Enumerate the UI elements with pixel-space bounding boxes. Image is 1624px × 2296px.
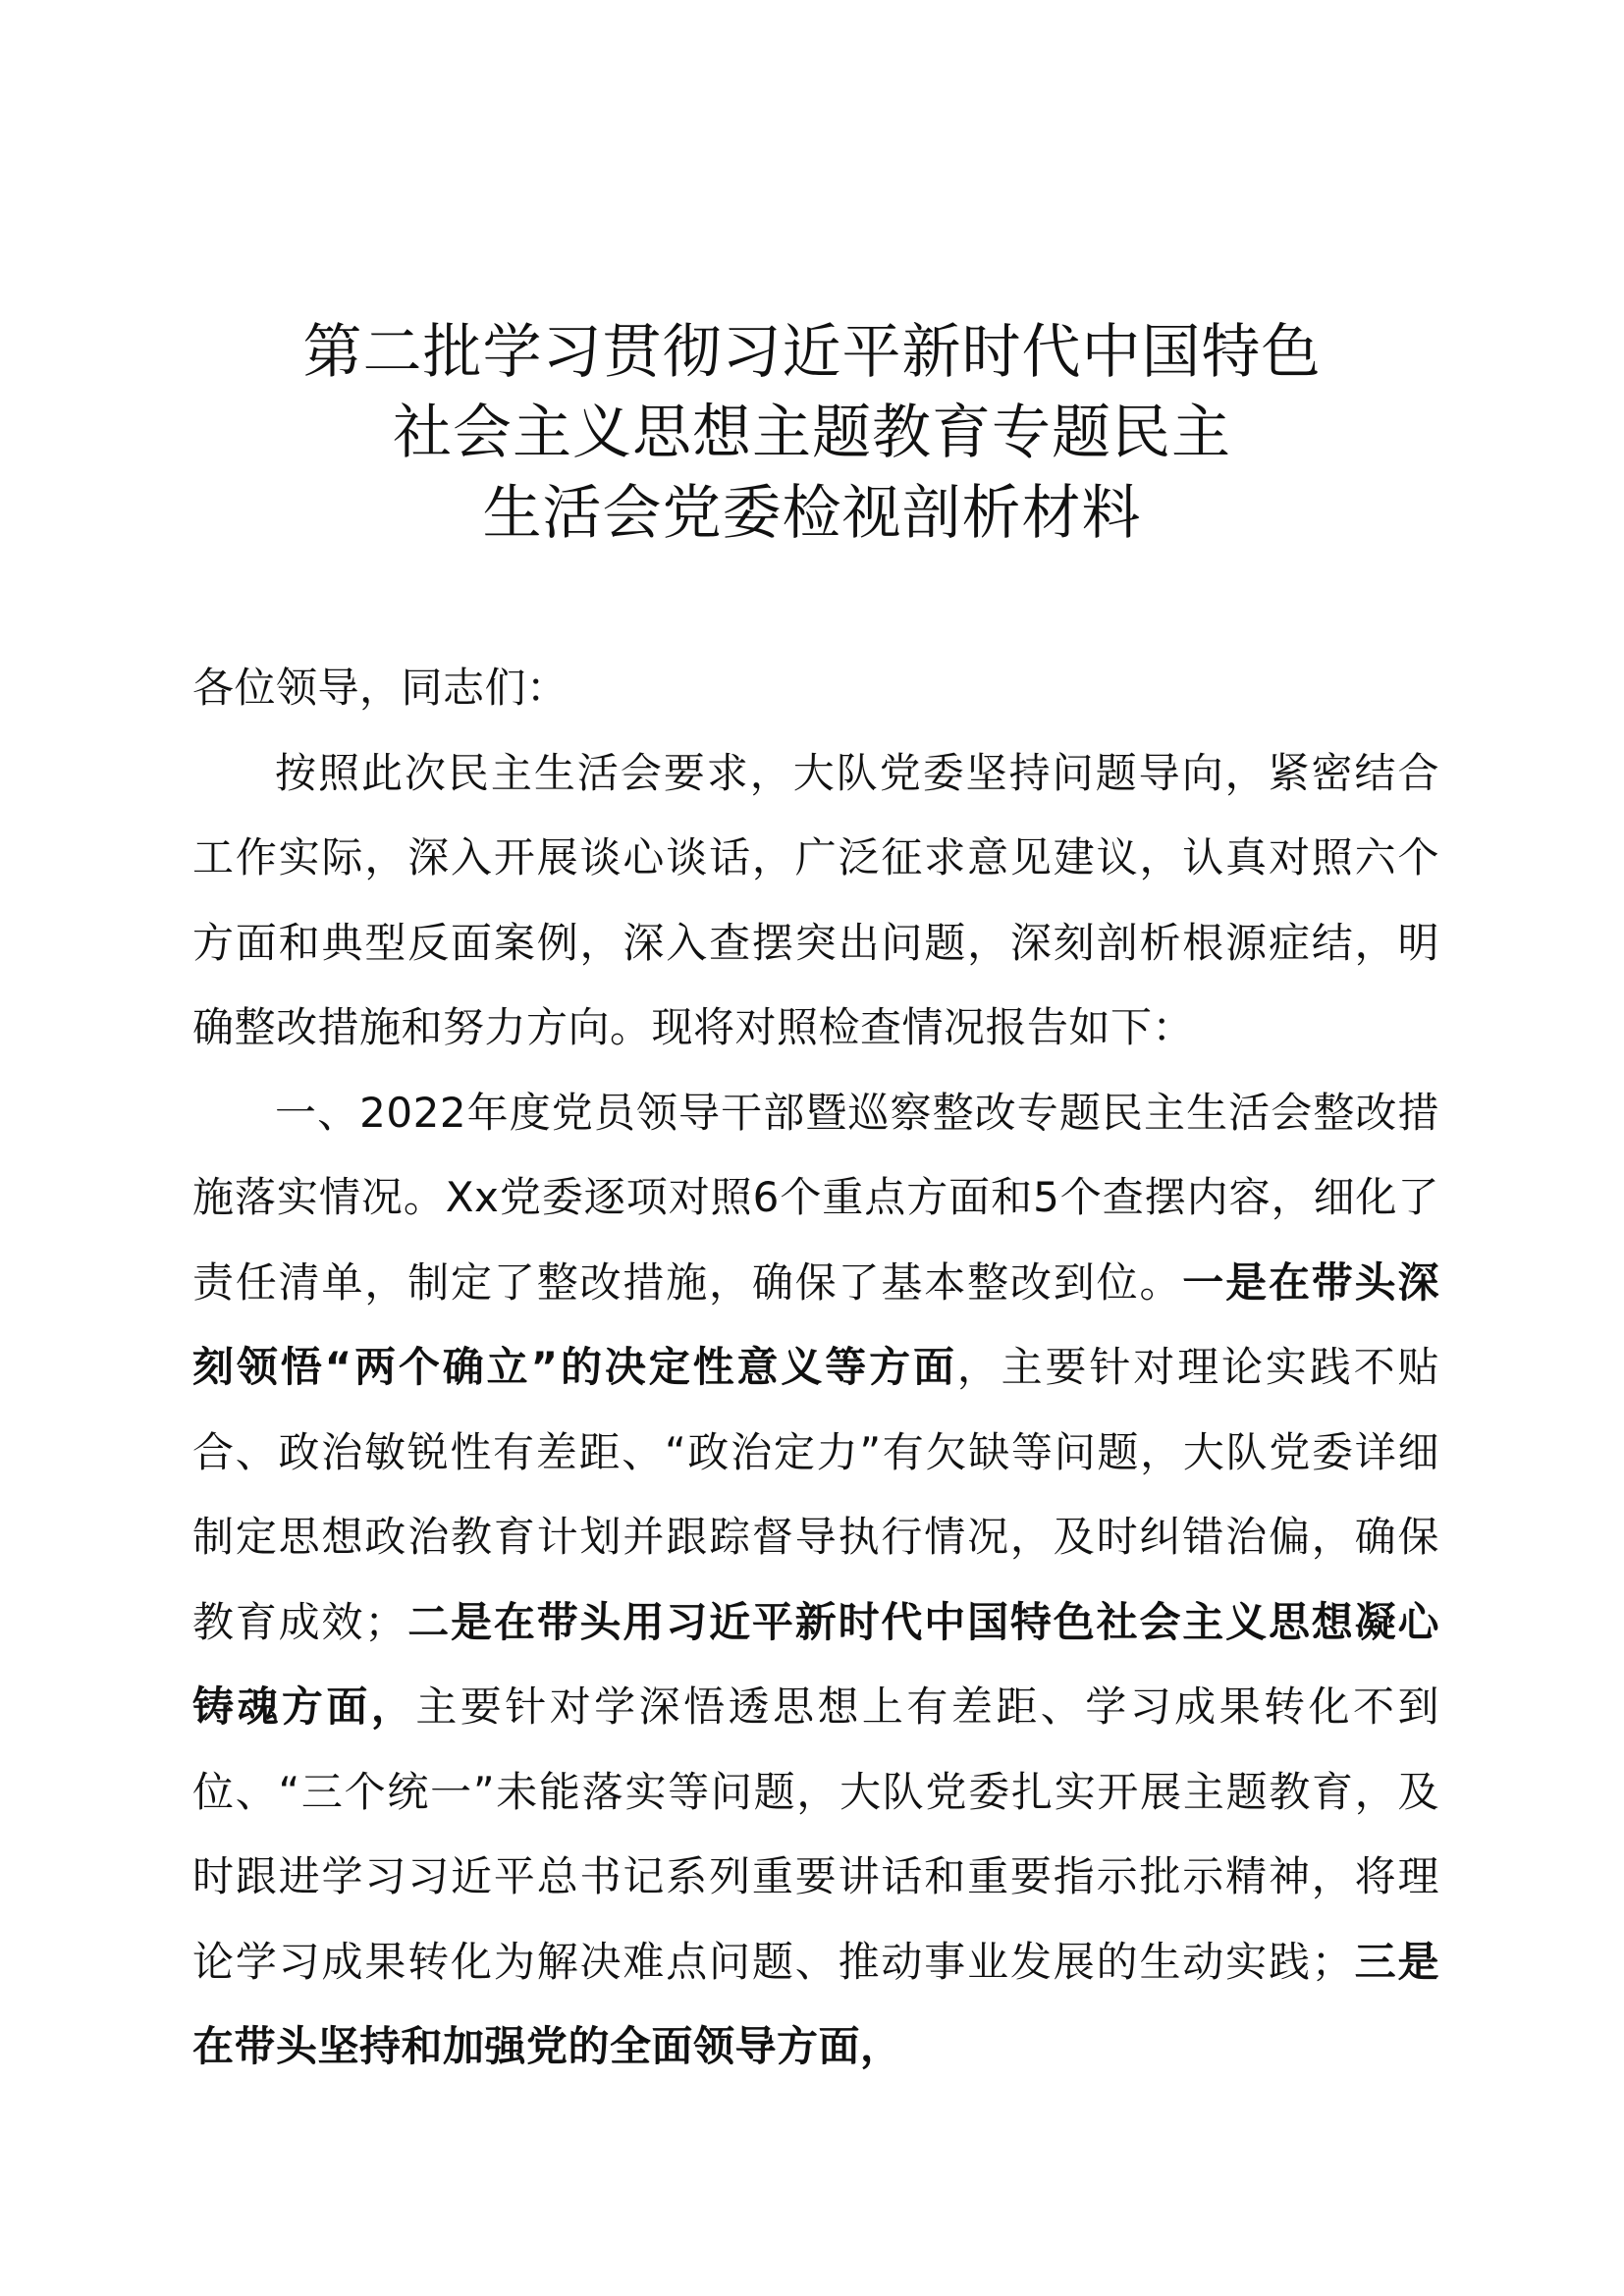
intro-paragraph: 按照此次民主生活会要求，大队党委坚持问题导向，紧密结合工作实际，深入开展谈心谈话，广泛征求意见建议，认真对照六个方面和典型反面案例，深入查摆突出问题，深刻剖析根源症结，明确整改措施和努力方向。现将对照检查情况报告如下： — [192, 748, 1439, 1051]
section-1-paragraph — [192, 1071, 1439, 2090]
title-line-2: 社会主义思想主题教育专题民主 — [393, 399, 1231, 467]
point-3-heading: 三是在带头坚持和加强党的全面领导方面， — [192, 1937, 1439, 2070]
point-2-text: 主要针对学深悟透思想上有差距、学习成果转化不到位、“三个统一”未能落实等问题，大队党委扎实开展主题教育，及时跟进学习习近平总书记系列重要讲话和重要指示批示精神，将理论学习成果转化为解决难点问题、推动事业发展的生动实践； — [192, 1682, 1439, 1986]
title-line-3: 生活会党委检视剖析材料 — [482, 479, 1142, 548]
title-line-1: 第二批学习贯彻习近平新时代中国特色 — [302, 318, 1322, 387]
section-1-lead: 一、2022年度党员领导干部暨巡察整改专题民主生活会整改措施落实情况。Xx党委逐项对照6个重点方面和5个查摆内容，细化了责任清单，制定了整改措施，确保了基本整改到位。 — [192, 1088, 1439, 1307]
point-2-heading: 二是在带头用习近平新时代中国特色社会主义思想凝心铸魂方面， — [192, 1597, 1439, 1731]
document-body — [192, 646, 1439, 2090]
salutation: 各位领导，同志们： — [192, 664, 568, 712]
point-1-heading: 一是在带头深刻领悟“两个确立”的决定性意义等方面 — [192, 1257, 1439, 1391]
document-title — [147, 312, 1477, 554]
point-1-text: ，主要针对理论实践不贴合、政治敏锐性有差距、“政治定力”有欠缺等问题，大队党委详细制定思想政治教育计划并跟踪督导执行情况，及时纠错治偏，确保教育成效； — [192, 1343, 1439, 1646]
